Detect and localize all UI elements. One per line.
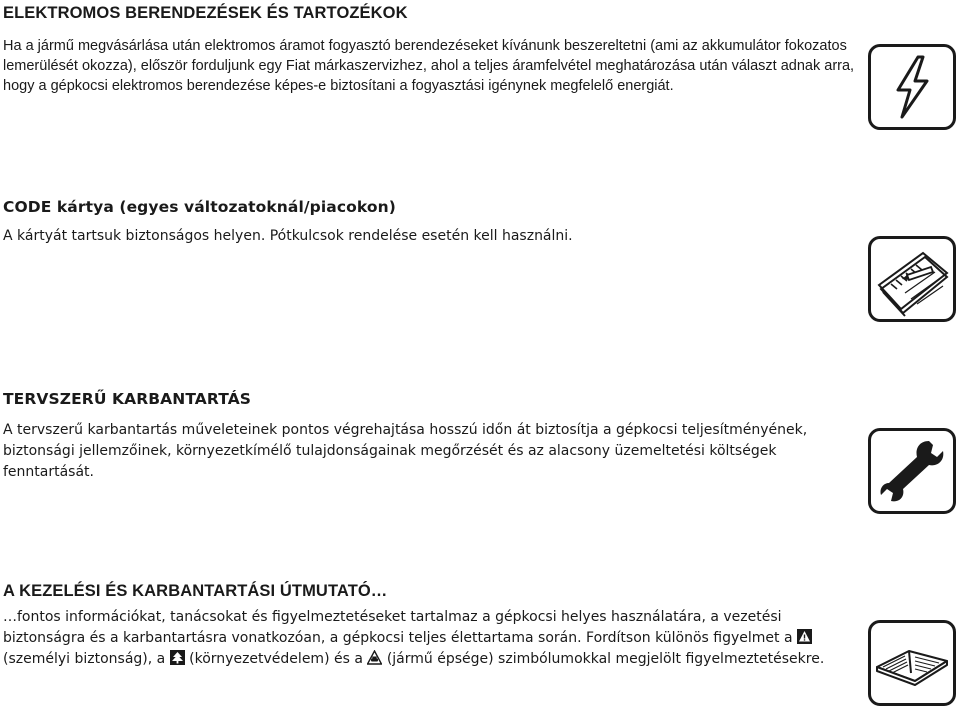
maintenance-text: A tervszerű karbantartás műveleteinek pontos végrehajtása hosszú időn át biztosítja a gépkocsi teljesítményének, biztonsági jellemzőinek, környezetkímélő tulajdonságainak megőrzését és az alacsony üzemeltetési költségek fenntartását.	[3, 422, 808, 480]
vehicle-integrity-symbol	[367, 650, 382, 665]
manual-heading: A KEZELÉSI ÉS KARBANTARTÁSI ÚTMUTATÓ…	[3, 582, 388, 600]
book-icon-box	[868, 620, 956, 706]
code-card-text: A kártyát tartsuk biztonságos helyen. Pótkulcsok rendelése esetén kell használni.	[3, 228, 573, 244]
code-card-heading: CODE kártya (egyes változatoknál/piacokon)	[3, 198, 396, 216]
lightning-icon	[871, 47, 953, 127]
notepad-pencil-icon	[871, 239, 953, 319]
manual-text	[3, 607, 861, 670]
wrench-icon-box	[868, 428, 956, 514]
electric-equipment-heading: ELEKTROMOS BERENDEZÉSEK ÉS TARTOZÉKOK	[3, 4, 408, 22]
wrench-icon	[871, 431, 953, 511]
maintenance-heading: TERVSZERŰ KARBANTARTÁS	[3, 390, 252, 408]
notepad-icon-box	[868, 236, 956, 322]
manual-text-part-c: (környezetvédelem) és a	[189, 651, 363, 667]
personal-safety-symbol	[797, 629, 812, 644]
lightning-icon-box	[868, 44, 956, 130]
open-book-icon	[871, 623, 953, 703]
manual-text-part-b: (személyi biztonság), a	[3, 651, 166, 667]
environment-symbol	[170, 650, 185, 665]
manual-text-part-d: (jármű épsége) szimbólumokkal megjelölt figyelmeztetésekre.	[386, 651, 825, 667]
manual-text-part-a: …fontos információkat, tanácsokat és figyelmeztetéseket tartalmaz a gépkocsi helyes használatára, a vezetési biztonságra és a karbantartásra vonatkozóan, a gépkocsi teljes élettartama során. Fordítson különös figyelmet a	[3, 609, 793, 646]
electric-equipment-text: Ha a jármű megvásárlása után elektromos áramot fogyasztó berendezéseket kívánunk beszereltetni (ami az akkumulátor fokozatos lemerülését okozza), először forduljunk egy Fiat márkaszervizhez, ahol a teljes áramfelvétel meghatározása után választ adnak arra, hogy a gépkocsi elektromos berendezése képes-e biztosítani a fogyasztási igénynek megfelelő energiát.	[3, 38, 855, 94]
